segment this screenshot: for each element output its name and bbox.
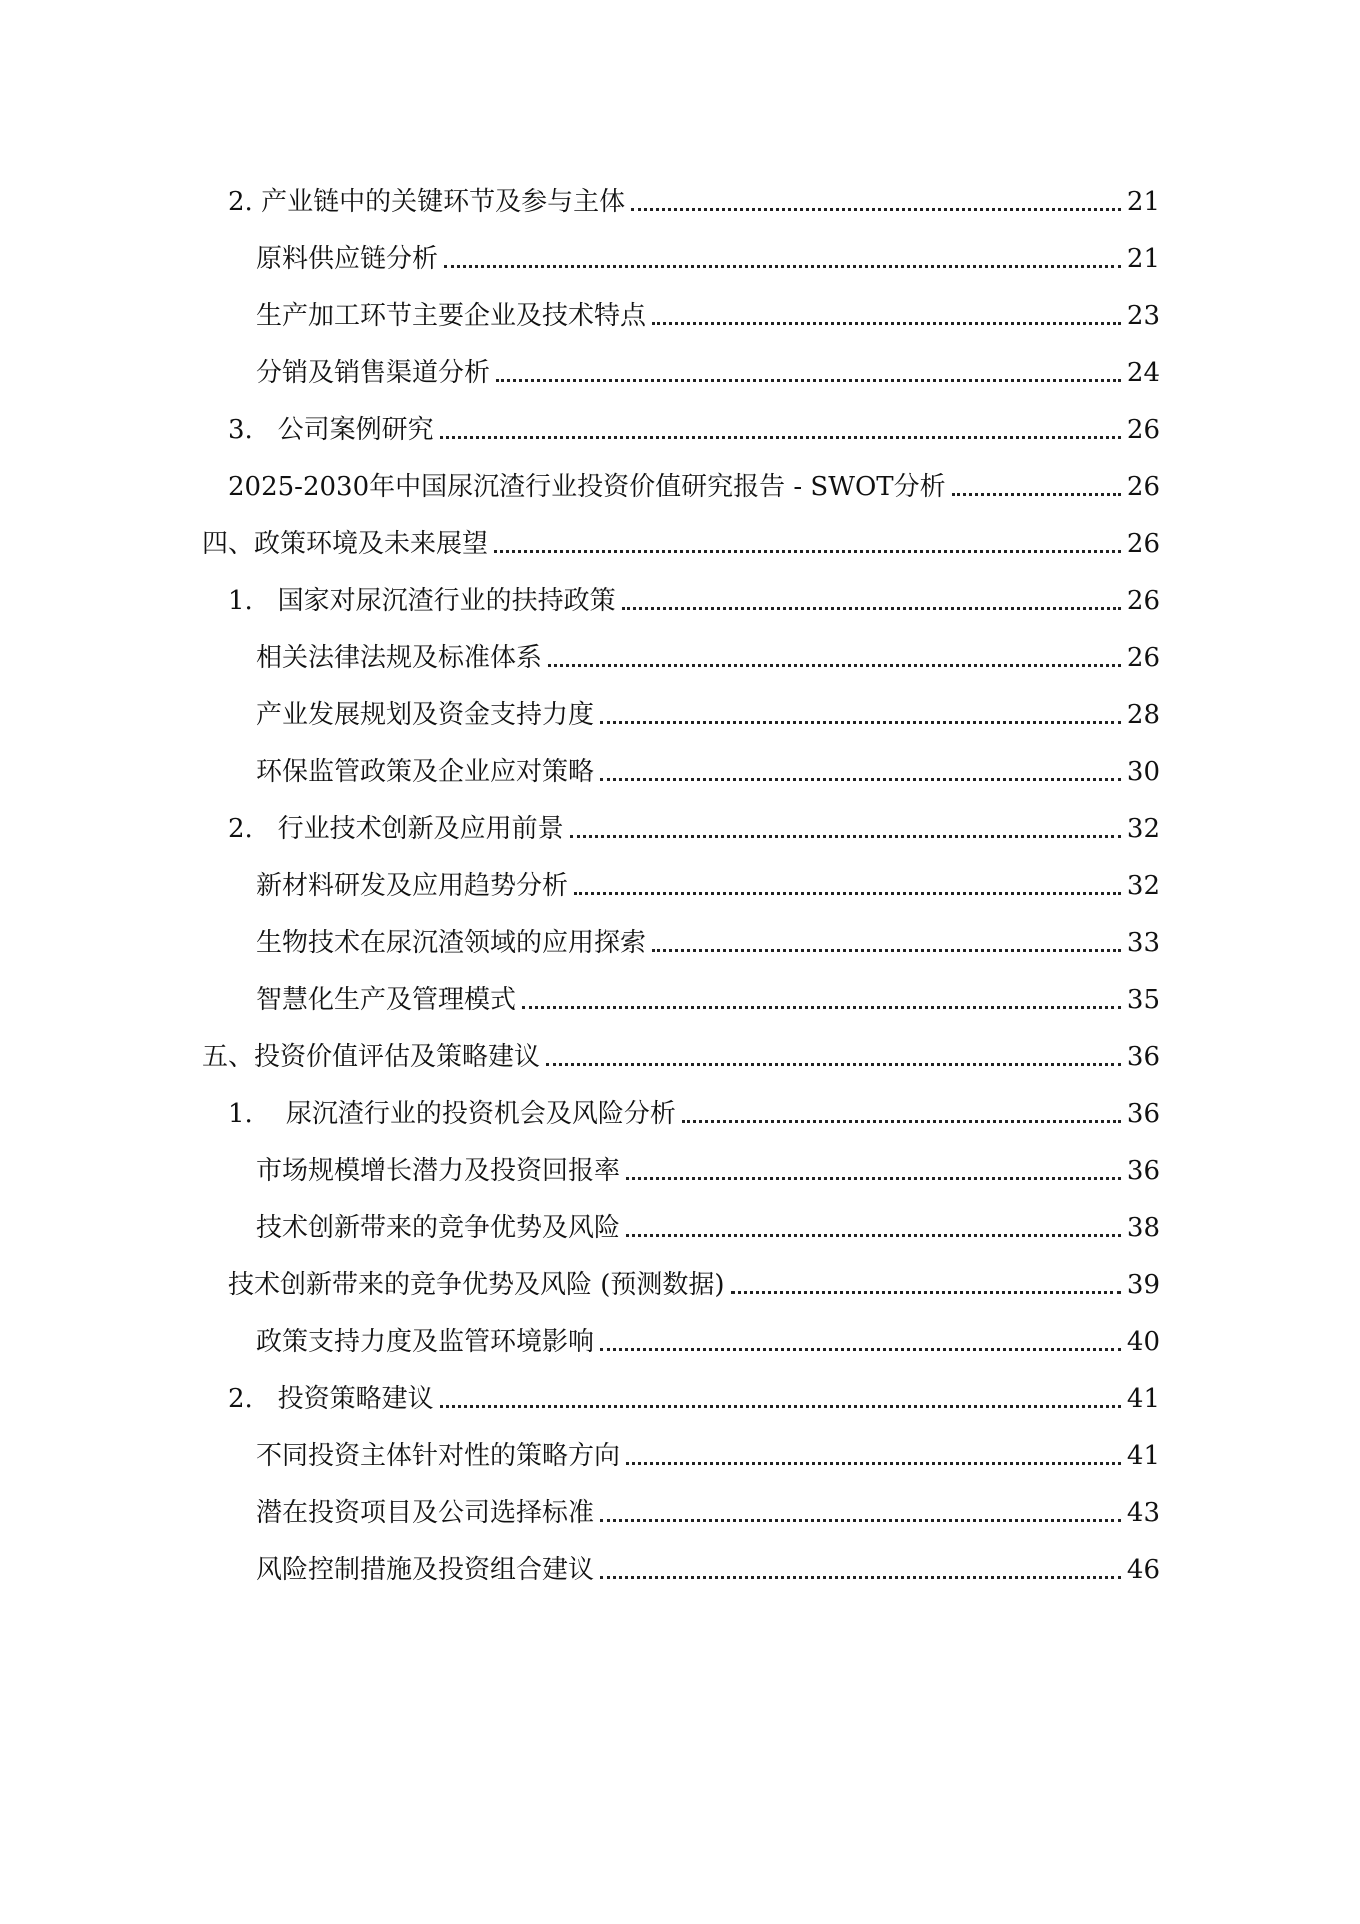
toc-page-number: 26 xyxy=(1126,643,1160,673)
toc-entry-title: 2. 投资策略建议 xyxy=(228,1384,434,1414)
toc-entry-title: 3. 公司案例研究 xyxy=(228,415,434,445)
toc-entry[interactable] xyxy=(256,976,1160,1016)
toc-entry-title: 不同投资主体针对性的策略方向 xyxy=(256,1441,621,1471)
toc-dot-leader xyxy=(652,322,1121,325)
toc-entry-title: 相关法律法规及标准体系 xyxy=(256,643,543,673)
toc-page-number: 38 xyxy=(1126,1213,1160,1243)
toc-entry[interactable] xyxy=(228,463,1160,503)
toc-entry-title: 分销及销售渠道分析 xyxy=(256,358,491,388)
toc-entry[interactable] xyxy=(228,577,1160,617)
toc-page-number: 26 xyxy=(1126,472,1160,502)
toc-entry-title: 风险控制措施及投资组合建议 xyxy=(256,1555,595,1585)
toc-entry[interactable] xyxy=(256,1489,1160,1529)
toc-page-number: 43 xyxy=(1126,1498,1160,1528)
toc-page-number: 30 xyxy=(1126,757,1160,787)
toc-page-number: 26 xyxy=(1126,415,1160,445)
toc-dot-leader xyxy=(546,1063,1121,1066)
toc-dot-leader xyxy=(626,1177,1121,1180)
toc-dot-leader xyxy=(600,1519,1121,1522)
toc-entry-title: 2025-2030年中国尿沉渣行业投资价值研究报告 - SWOT分析 xyxy=(228,472,946,502)
toc-dot-leader xyxy=(494,550,1121,553)
toc-entry[interactable] xyxy=(256,919,1160,959)
toc-page-number: 36 xyxy=(1126,1042,1160,1072)
toc-page-number: 41 xyxy=(1126,1441,1160,1471)
toc-entry[interactable] xyxy=(202,520,1160,560)
toc-entry-title: 生产加工环节主要企业及技术特点 xyxy=(256,301,647,331)
toc-entry[interactable] xyxy=(228,178,1160,218)
toc-dot-leader xyxy=(522,1006,1121,1009)
toc-page-number: 35 xyxy=(1126,985,1160,1015)
toc-entry-title: 政策支持力度及监管环境影响 xyxy=(256,1327,595,1357)
toc-entry[interactable] xyxy=(256,1318,1160,1358)
toc-page-number: 24 xyxy=(1126,358,1160,388)
toc-entry[interactable] xyxy=(256,691,1160,731)
toc-dot-leader xyxy=(548,664,1121,667)
toc-entry-title: 技术创新带来的竞争优势及风险 xyxy=(256,1213,621,1243)
toc-page-number: 33 xyxy=(1126,928,1160,958)
toc-page-number: 32 xyxy=(1126,871,1160,901)
toc-page-number: 21 xyxy=(1126,244,1160,274)
toc-dot-leader xyxy=(952,493,1121,496)
toc-entry-title: 2. 产业链中的关键环节及参与主体 xyxy=(228,187,626,217)
toc-page-number: 26 xyxy=(1126,529,1160,559)
toc-entry-title: 技术创新带来的竞争优势及风险 (预测数据) xyxy=(228,1270,725,1300)
toc-dot-leader xyxy=(626,1234,1121,1237)
toc-entry[interactable] xyxy=(256,634,1160,674)
toc-page-number: 28 xyxy=(1126,700,1160,730)
toc-entry-title: 原料供应链分析 xyxy=(256,244,439,274)
toc-dot-leader xyxy=(631,208,1121,211)
toc-dot-leader xyxy=(600,721,1121,724)
toc-entry-title: 智慧化生产及管理模式 xyxy=(256,985,517,1015)
toc-entry-title: 环保监管政策及企业应对策略 xyxy=(256,757,595,787)
toc-entry[interactable] xyxy=(228,1261,1160,1301)
toc-page-number: 41 xyxy=(1126,1384,1160,1414)
toc-dot-leader xyxy=(682,1120,1121,1123)
toc-page-number: 32 xyxy=(1126,814,1160,844)
toc-entry[interactable] xyxy=(256,349,1160,389)
toc-page-number: 36 xyxy=(1126,1156,1160,1186)
toc-dot-leader xyxy=(440,1405,1121,1408)
toc-dot-leader xyxy=(444,265,1121,268)
toc-entry[interactable] xyxy=(256,235,1160,275)
toc-page-number: 46 xyxy=(1126,1555,1160,1585)
toc-dot-leader xyxy=(574,892,1121,895)
toc-entry[interactable] xyxy=(256,1147,1160,1187)
toc-dot-leader xyxy=(731,1291,1121,1294)
toc-entry-title: 潜在投资项目及公司选择标准 xyxy=(256,1498,595,1528)
toc-page-number: 40 xyxy=(1126,1327,1160,1357)
toc-entry-title: 市场规模增长潜力及投资回报率 xyxy=(256,1156,621,1186)
toc-page-number: 39 xyxy=(1126,1270,1160,1300)
toc-dot-leader xyxy=(570,835,1121,838)
toc-entry-title: 五、投资价值评估及策略建议 xyxy=(202,1042,541,1072)
toc-dot-leader xyxy=(626,1462,1121,1465)
toc-entry-title: 生物技术在尿沉渣领域的应用探索 xyxy=(256,928,647,958)
toc-entry[interactable] xyxy=(256,1204,1160,1244)
toc-dot-leader xyxy=(652,949,1121,952)
toc-entry[interactable] xyxy=(228,1375,1160,1415)
toc-entry-title: 产业发展规划及资金支持力度 xyxy=(256,700,595,730)
toc-entry[interactable] xyxy=(228,805,1160,845)
toc-entry[interactable] xyxy=(256,1432,1160,1472)
toc-dot-leader xyxy=(600,1348,1121,1351)
toc-dot-leader xyxy=(496,379,1121,382)
toc-entry-title: 1. 尿沉渣行业的投资机会及风险分析 xyxy=(228,1099,676,1129)
toc-dot-leader xyxy=(600,778,1121,781)
toc-dot-leader xyxy=(622,607,1121,610)
toc-entry-title: 2. 行业技术创新及应用前景 xyxy=(228,814,564,844)
toc-entry[interactable] xyxy=(256,862,1160,902)
toc-entry-title: 四、政策环境及未来展望 xyxy=(202,529,489,559)
toc-entry[interactable] xyxy=(256,748,1160,788)
toc-page-number: 23 xyxy=(1126,301,1160,331)
toc-entry[interactable] xyxy=(202,1033,1160,1073)
toc-entry-title: 1. 国家对尿沉渣行业的扶持政策 xyxy=(228,586,616,616)
toc-entry-title: 新材料研发及应用趋势分析 xyxy=(256,871,569,901)
toc-dot-leader xyxy=(440,436,1121,439)
toc-entry[interactable] xyxy=(228,406,1160,446)
toc-dot-leader xyxy=(600,1576,1121,1579)
toc-page-number: 36 xyxy=(1126,1099,1160,1129)
toc-page-number: 21 xyxy=(1126,187,1160,217)
toc-entry[interactable] xyxy=(256,292,1160,332)
toc-page-number: 26 xyxy=(1126,586,1160,616)
toc-entry[interactable] xyxy=(228,1090,1160,1130)
toc-entry[interactable] xyxy=(256,1546,1160,1586)
